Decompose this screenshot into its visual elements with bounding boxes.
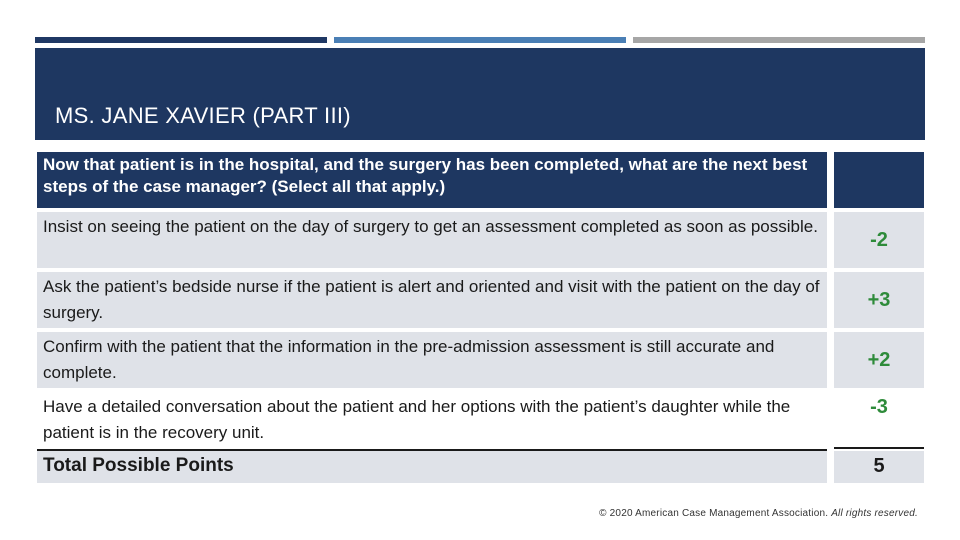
answer-row-4: Have a detailed conversation about the patient and her options with the patient’s daughter while the patient is in the recovery unit. — [37, 392, 827, 448]
accent-bar-blue — [334, 37, 626, 43]
answer-points-4: -3 — [834, 390, 924, 446]
accent-bar-navy — [35, 37, 327, 43]
total-label: Total Possible Points — [37, 451, 827, 483]
rights-text: All rights reserved. — [831, 508, 918, 519]
question-cell: Now that patient is in the hospital, and the surgery has been completed, what are the next best steps of the case manager? (Select all that apply.) — [37, 152, 827, 208]
total-points: 5 — [834, 451, 924, 483]
slide-title: MS. JANE XAVIER (PART III) — [55, 103, 351, 128]
copyright-text: © 2020 American Case Management Association. — [599, 508, 829, 519]
answer-points-1: -2 — [834, 212, 924, 268]
answer-row-3: Confirm with the patient that the information in the pre-admission assessment is still accurate and complete. — [37, 332, 827, 388]
question-points-cell — [834, 152, 924, 208]
answer-points-2: +3 — [834, 272, 924, 328]
total-divider-right — [834, 447, 924, 449]
answer-row-1: Insist on seeing the patient on the day of surgery to get an assessment completed as soon as possible. — [37, 212, 827, 268]
answer-row-2: Ask the patient’s bedside nurse if the patient is alert and oriented and visit with the patient on the day of surgery. — [37, 272, 827, 328]
accent-bar-gray — [633, 37, 925, 43]
footer-copyright — [599, 508, 918, 519]
answer-points-3: +2 — [834, 332, 924, 388]
